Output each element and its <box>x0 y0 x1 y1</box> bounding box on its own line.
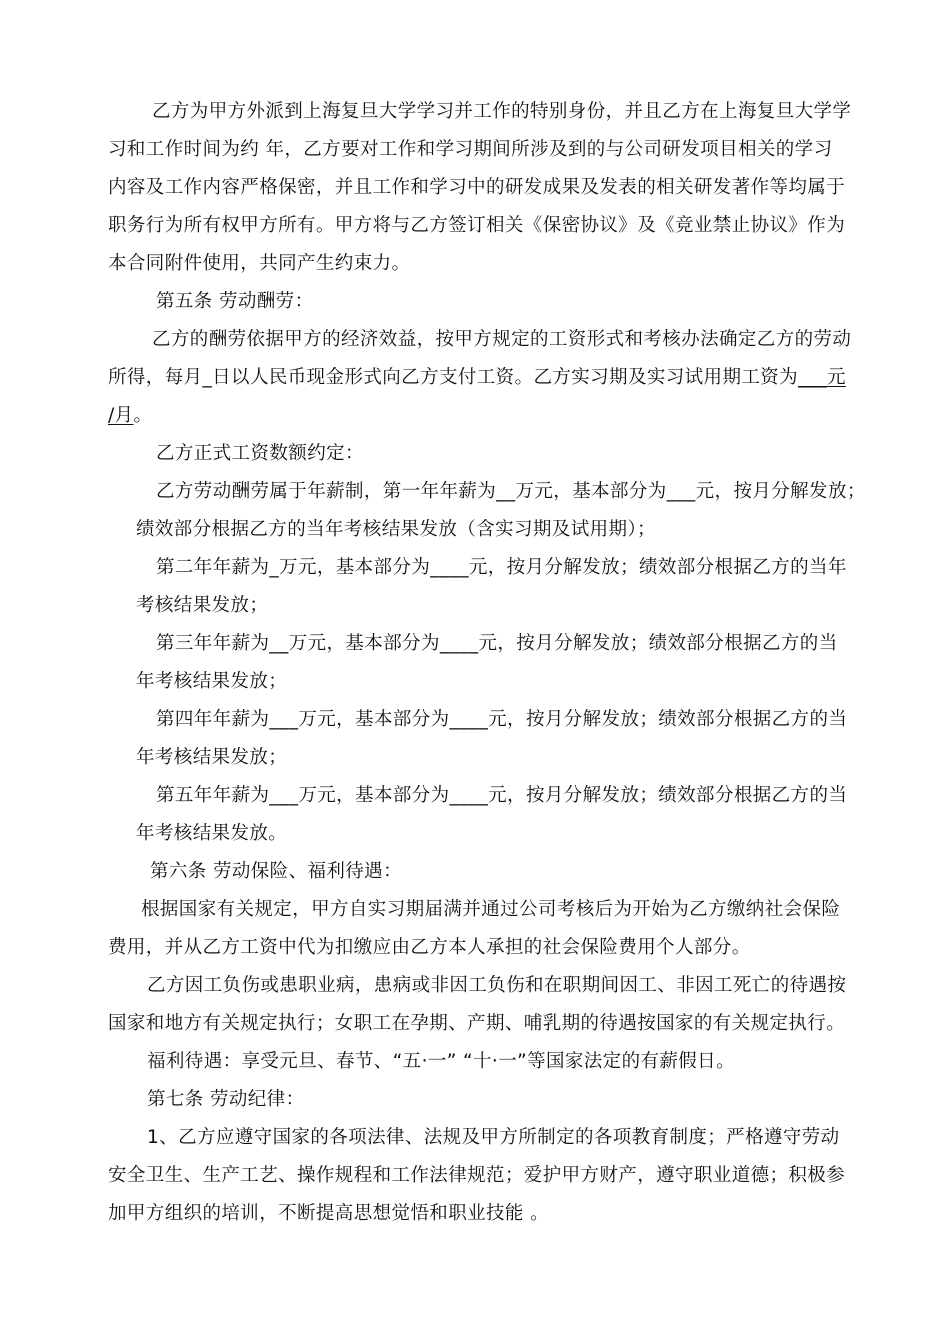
paragraph-line: 职务行为所有权甲方所有。甲方将与乙方签订相关《保密协议》及《竞业禁止协议》作为 <box>108 215 846 236</box>
paragraph-line: 年考核结果发放。 <box>136 823 288 844</box>
paragraph-line: 习和工作时间为约 年，乙方要对工作和学习期间所涉及到的与公司研发项目相关的学习 <box>108 139 833 160</box>
section-heading-7: 第七条 劳动纪律： <box>147 1089 305 1110</box>
paragraph-line: 费用，并从乙方工资中代为扣缴应由乙方本人承担的社会保险费用个人部分。 <box>108 937 751 958</box>
paragraph-line: 内容及工作内容严格保密，并且工作和学习中的研发成果及发表的相关研发著作等均属于 <box>108 177 846 198</box>
paragraph-line <box>108 366 846 390</box>
paragraph-line: 乙方的酬劳依据甲方的经济效益，按甲方规定的工资形式和考核办法确定乙方的劳动 <box>152 329 852 350</box>
paragraph-line: 根据国家有关规定，甲方自实习期届满并通过公司考核后为开始为乙方缴纳社会保险 <box>141 899 841 920</box>
paragraph-line: 乙方因工负伤或患职业病，患病或非因工负伤和在职期间因工、非因工死亡的待遇按 <box>147 975 847 996</box>
paragraph-line: 第二年年薪为_万元，基本部分为____元，按月分解发放；绩效部分根据乙方的当年 <box>156 557 847 578</box>
wage-unit: /月 <box>108 405 134 426</box>
paragraph-line: 第四年年薪为___万元，基本部分为____元，按月分解发放；绩效部分根据乙方的当 <box>156 709 848 730</box>
paragraph-line: 福利待遇：享受元旦、春节、“五·一” “十·一”等国家法定的有薪假日。 <box>147 1051 735 1072</box>
section-heading-5: 第五条 劳动酬劳： <box>156 291 314 312</box>
paragraph-line: 乙方劳动酬劳属于年薪制，第一年年薪为__万元，基本部分为___元，按月分解发放； <box>156 481 866 502</box>
section-heading-6: 第六条 劳动保险、福利待遇： <box>150 861 402 882</box>
paragraph-line <box>108 404 152 428</box>
paragraph-line: 乙方为甲方外派到上海复旦大学学习并工作的特别身份，并且乙方在上海复旦大学学 <box>152 101 852 122</box>
paragraph-text: 所得，每月_日以人民币现金形式向乙方支付工资。乙方实习期及实习试用期工资为 <box>108 367 799 388</box>
paragraph-end: 。 <box>133 405 153 426</box>
paragraph-line: 第五年年薪为___万元，基本部分为____元，按月分解发放；绩效部分根据乙方的当 <box>156 785 848 806</box>
paragraph-line: 加甲方组织的培训，不断提高思想觉悟和职业技能 。 <box>108 1203 549 1224</box>
paragraph-line: 绩效部分根据乙方的当年考核结果发放（含实习期及试用期）； <box>136 519 656 540</box>
paragraph-line: 安全卫生、生产工艺、操作规程和工作法律规范；爱护甲方财产，遵守职业道德；积极参 <box>108 1165 846 1186</box>
wage-blank: ___元 <box>798 367 846 388</box>
paragraph-line: 第三年年薪为__万元，基本部分为____元，按月分解发放；绩效部分根据乙方的当 <box>156 633 838 654</box>
paragraph-line: 国家和地方有关规定执行；女职工在孕期、产期、哺乳期的待遇按国家的有关规定执行。 <box>108 1013 846 1034</box>
paragraph-line: 本合同附件使用，共同产生约束力。 <box>108 253 411 274</box>
paragraph-line: 年考核结果发放； <box>136 747 288 768</box>
paragraph-line: 考核结果发放； <box>136 595 269 616</box>
paragraph-line: 1、乙方应遵守国家的各项法律、法规及甲方所制定的各项教育制度；严格遵守劳动 <box>147 1127 840 1148</box>
paragraph-line: 乙方正式工资数额约定： <box>156 443 364 464</box>
paragraph-line: 年考核结果发放； <box>136 671 288 692</box>
